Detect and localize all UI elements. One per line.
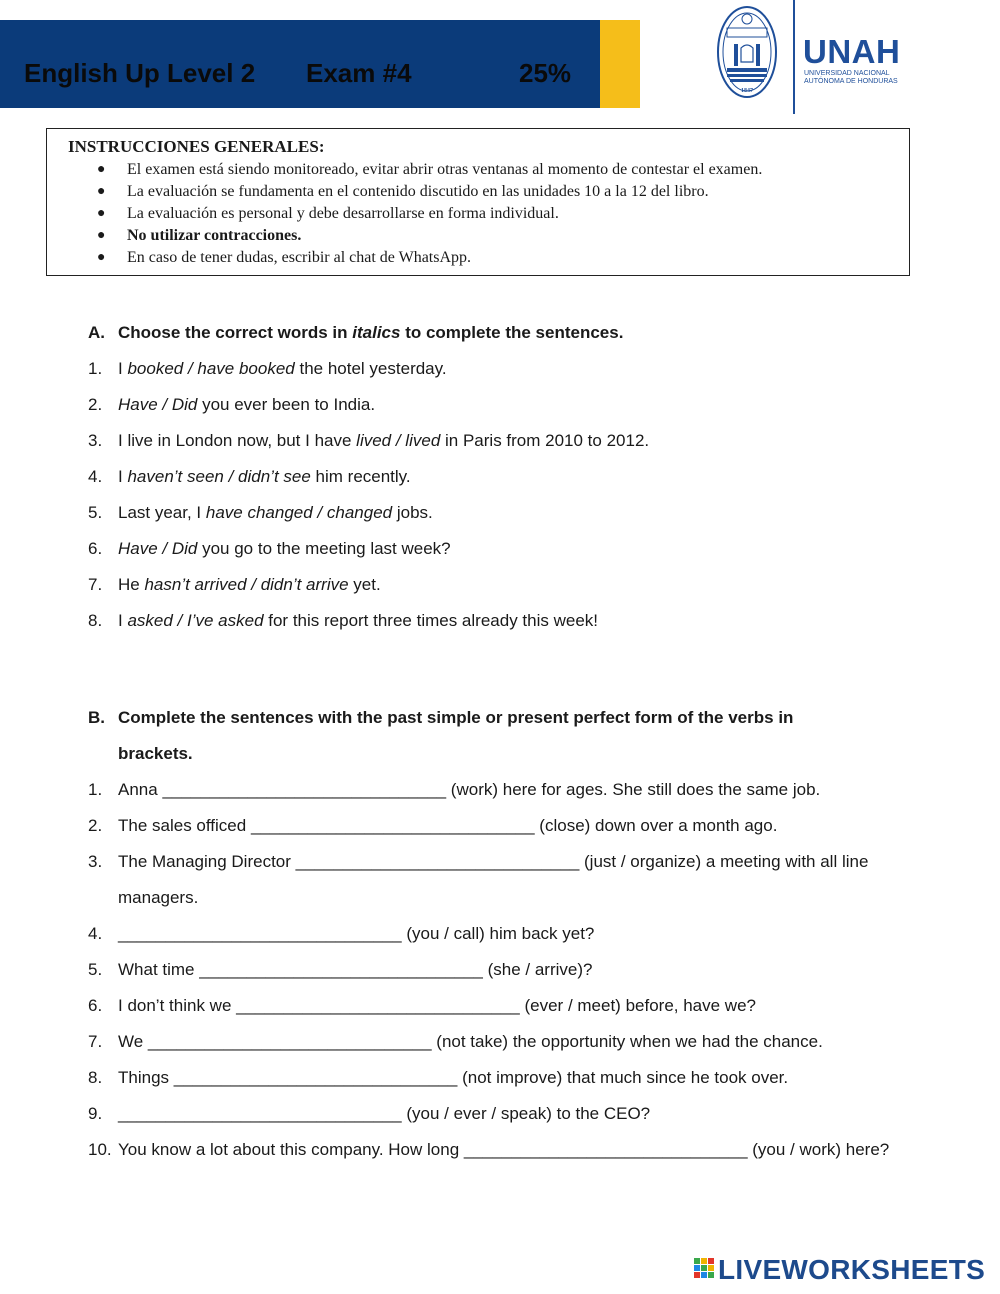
section-b-heading-cont: brackets.: [118, 744, 193, 763]
answer-blank[interactable]: ______________________________: [147, 1032, 432, 1051]
answer-blank[interactable]: ______________________________: [295, 852, 580, 871]
instruction-item: ● El examen está siendo monitoreado, evitar abrir otras ventanas al momento de contestar el examen.: [93, 159, 762, 181]
question-b-2: 2. The sales officed ______________________________ (close) down over a month ago.: [88, 816, 778, 835]
question-a-2: 2. Have / Did you ever been to India.: [88, 395, 376, 414]
answer-blank[interactable]: ______________________________: [250, 816, 535, 835]
question-b-7: 7. We ______________________________ (not take) the opportunity when we had the chance.: [88, 1032, 823, 1051]
question-a-8: 8. I asked / I’ve asked for this report three times already this week!: [88, 611, 599, 630]
bullet-icon: ●: [97, 184, 106, 199]
section-a-heading: A. Choose the correct words in italics to complete the sentences.: [88, 323, 624, 342]
course-title: English Up Level 2: [24, 58, 256, 88]
question-b-9: 9. ______________________________ (you / ever / speak) to the CEO?: [88, 1104, 651, 1123]
bullet-icon: ●: [97, 162, 106, 177]
exam-weight: 25%: [519, 58, 572, 88]
bullet-icon: ●: [97, 206, 106, 221]
university-seal-icon: [716, 4, 778, 100]
question-b-5: 5. What time ______________________________ (she / arrive)?: [88, 960, 593, 979]
answer-blank[interactable]: ______________________________: [236, 996, 520, 1015]
instructions-title: INSTRUCCIONES GENERALES:: [68, 137, 325, 156]
answer-options[interactable]: booked / have booked: [127, 359, 295, 378]
question-b-3: 3. The Managing Director ______________________________ (just / organize) a meeting with all line: [88, 852, 869, 871]
instructions-box: [46, 128, 910, 276]
section-b-heading: B. Complete the sentences with the past simple or present perfect form of the verbs in: [88, 708, 794, 727]
answer-options[interactable]: Have / Did: [118, 395, 198, 414]
question-b-1: 1. Anna ______________________________ (work) here for ages. She still does the same job.: [88, 780, 821, 799]
instruction-item: ● En caso de tener dudas, escribir al chat de WhatsApp.: [93, 247, 762, 269]
svg-text:1847: 1847: [741, 88, 753, 94]
instructions-list: [93, 159, 762, 269]
unah-logo-subtitle: UNIVERSIDAD NACIONAL AUTÓNOMA DE HONDURAS: [804, 70, 898, 85]
question-b-6: 6. I don’t think we ______________________________ (ever / meet) before, have we?: [88, 996, 756, 1015]
bullet-icon: ●: [97, 228, 106, 243]
question-a-1: 1. I booked / have booked the hotel yesterday.: [88, 359, 447, 378]
question-b-3-cont: managers.: [118, 888, 199, 907]
question-b-10: 10. You know a lot about this company. How long ______________________________ (you / work) here?: [88, 1140, 890, 1159]
logo-divider: [793, 0, 795, 114]
question-a-6: 6. Have / Did you go to the meeting last week?: [88, 539, 451, 558]
answer-blank[interactable]: ______________________________: [173, 1068, 458, 1087]
answer-options[interactable]: haven’t seen / didn’t see: [127, 467, 311, 486]
answer-options[interactable]: hasn’t arrived / didn’t arrive: [144, 575, 349, 594]
answer-blank[interactable]: ______________________________: [162, 780, 447, 799]
unah-logo-text: UNAH: [803, 33, 901, 70]
answer-options[interactable]: Have / Did: [118, 539, 198, 558]
liveworksheets-logo-icon: [694, 1258, 716, 1280]
answer-blank[interactable]: ______________________________: [118, 924, 402, 943]
instruction-item: ● No utilizar contracciones.: [93, 225, 762, 247]
answer-options[interactable]: lived / lived: [356, 431, 441, 450]
instruction-item: ● La evaluación se fundamenta en el contenido discutido en las unidades 10 a la 12 del libro.: [93, 181, 762, 203]
question-a-7: 7. He hasn’t arrived / didn’t arrive yet.: [88, 575, 381, 594]
question-b-4: 4. ______________________________ (you / call) him back yet?: [88, 924, 595, 943]
question-a-4: 4. I haven’t seen / didn’t see him recently.: [88, 467, 411, 486]
answer-blank[interactable]: ______________________________: [118, 1104, 402, 1123]
answer-options[interactable]: asked / I’ve asked: [127, 611, 264, 630]
answer-blank[interactable]: ______________________________: [199, 960, 483, 979]
header-accent-bar: [600, 20, 640, 108]
bullet-icon: ●: [97, 250, 106, 265]
exam-title: Exam #4: [306, 58, 412, 88]
question-a-5: 5. Last year, I have changed / changed jobs.: [88, 503, 433, 522]
question-a-3: 3. I live in London now, but I have lived / lived in Paris from 2010 to 2012.: [88, 431, 650, 450]
answer-blank[interactable]: ______________________________: [463, 1140, 748, 1159]
question-b-8: 8. Things ______________________________ (not improve) that much since he took over.: [88, 1068, 789, 1087]
answer-options[interactable]: have changed / changed: [205, 503, 393, 522]
instruction-item: ● La evaluación es personal y debe desarrollarse en forma individual.: [93, 203, 762, 225]
